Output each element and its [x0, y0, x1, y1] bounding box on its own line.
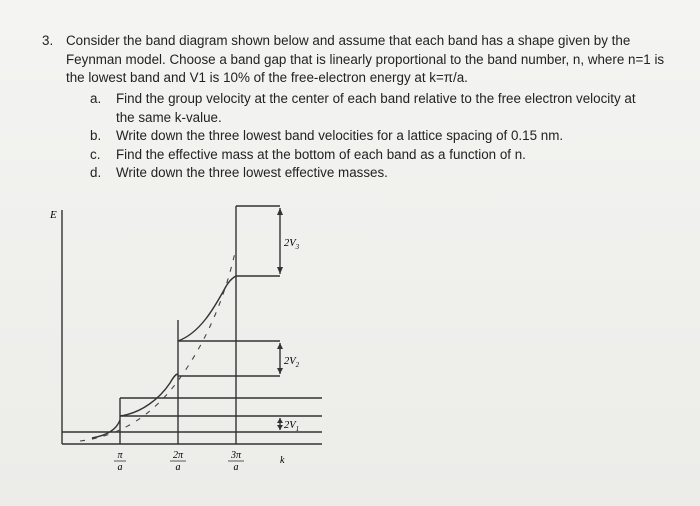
part-a: [90, 90, 650, 127]
problem-parts: [90, 90, 650, 183]
k-axis-label: k: [280, 455, 285, 466]
part-a-letter: a.: [90, 91, 102, 106]
band-diagram-svg: [40, 198, 340, 478]
gap-label-1: $2V_1$: [284, 420, 300, 433]
tick-3pi-a-num: 3π: [230, 450, 242, 461]
problem-stem: Consider the band diagram shown below and assume that each band has a shape given by the Feynman model. Choose a band gap that is linearly proportional to the band number, n, where n=1 is the lowest band and V1 is 10% of the free-electron energy at k=π/a.: [66, 33, 665, 85]
part-d-letter: d.: [90, 165, 102, 180]
part-b: [90, 127, 650, 146]
part-d-text: Write down the three lowest effective masses.: [116, 165, 388, 180]
gap-label-2: $2V_2$: [284, 356, 300, 369]
part-c-letter: c.: [90, 146, 101, 162]
gap-label-3: $2V_3$: [284, 238, 300, 251]
part-b-text: Write down the three lowest band velocities for a lattice spacing of 0.15 nm.: [116, 128, 564, 143]
part-c: [90, 146, 650, 165]
part-b-letter: b.: [90, 128, 102, 143]
part-d: [90, 164, 650, 183]
band-3-curve: [178, 276, 236, 341]
tick-3pi-a-den: a: [233, 462, 239, 473]
problem-number: 3.: [42, 33, 54, 48]
tick-2pi-a-num: 2π: [172, 450, 184, 461]
tick-pi-a-num: π: [117, 450, 123, 461]
part-a-text: Find the group velocity at the center of each band relative to the free electron velocity at the same k-value.: [116, 91, 636, 125]
band-diagram: [40, 198, 340, 478]
tick-2pi-a-den: a: [175, 462, 181, 473]
tick-pi-a-den: a: [117, 462, 123, 473]
band-2-curve: [120, 374, 178, 416]
free-electron-curve: [80, 248, 236, 441]
energy-axis-label: E: [50, 209, 57, 221]
part-c-text: Find the effective mass at the bottom of each band as a function of n.: [116, 146, 526, 162]
